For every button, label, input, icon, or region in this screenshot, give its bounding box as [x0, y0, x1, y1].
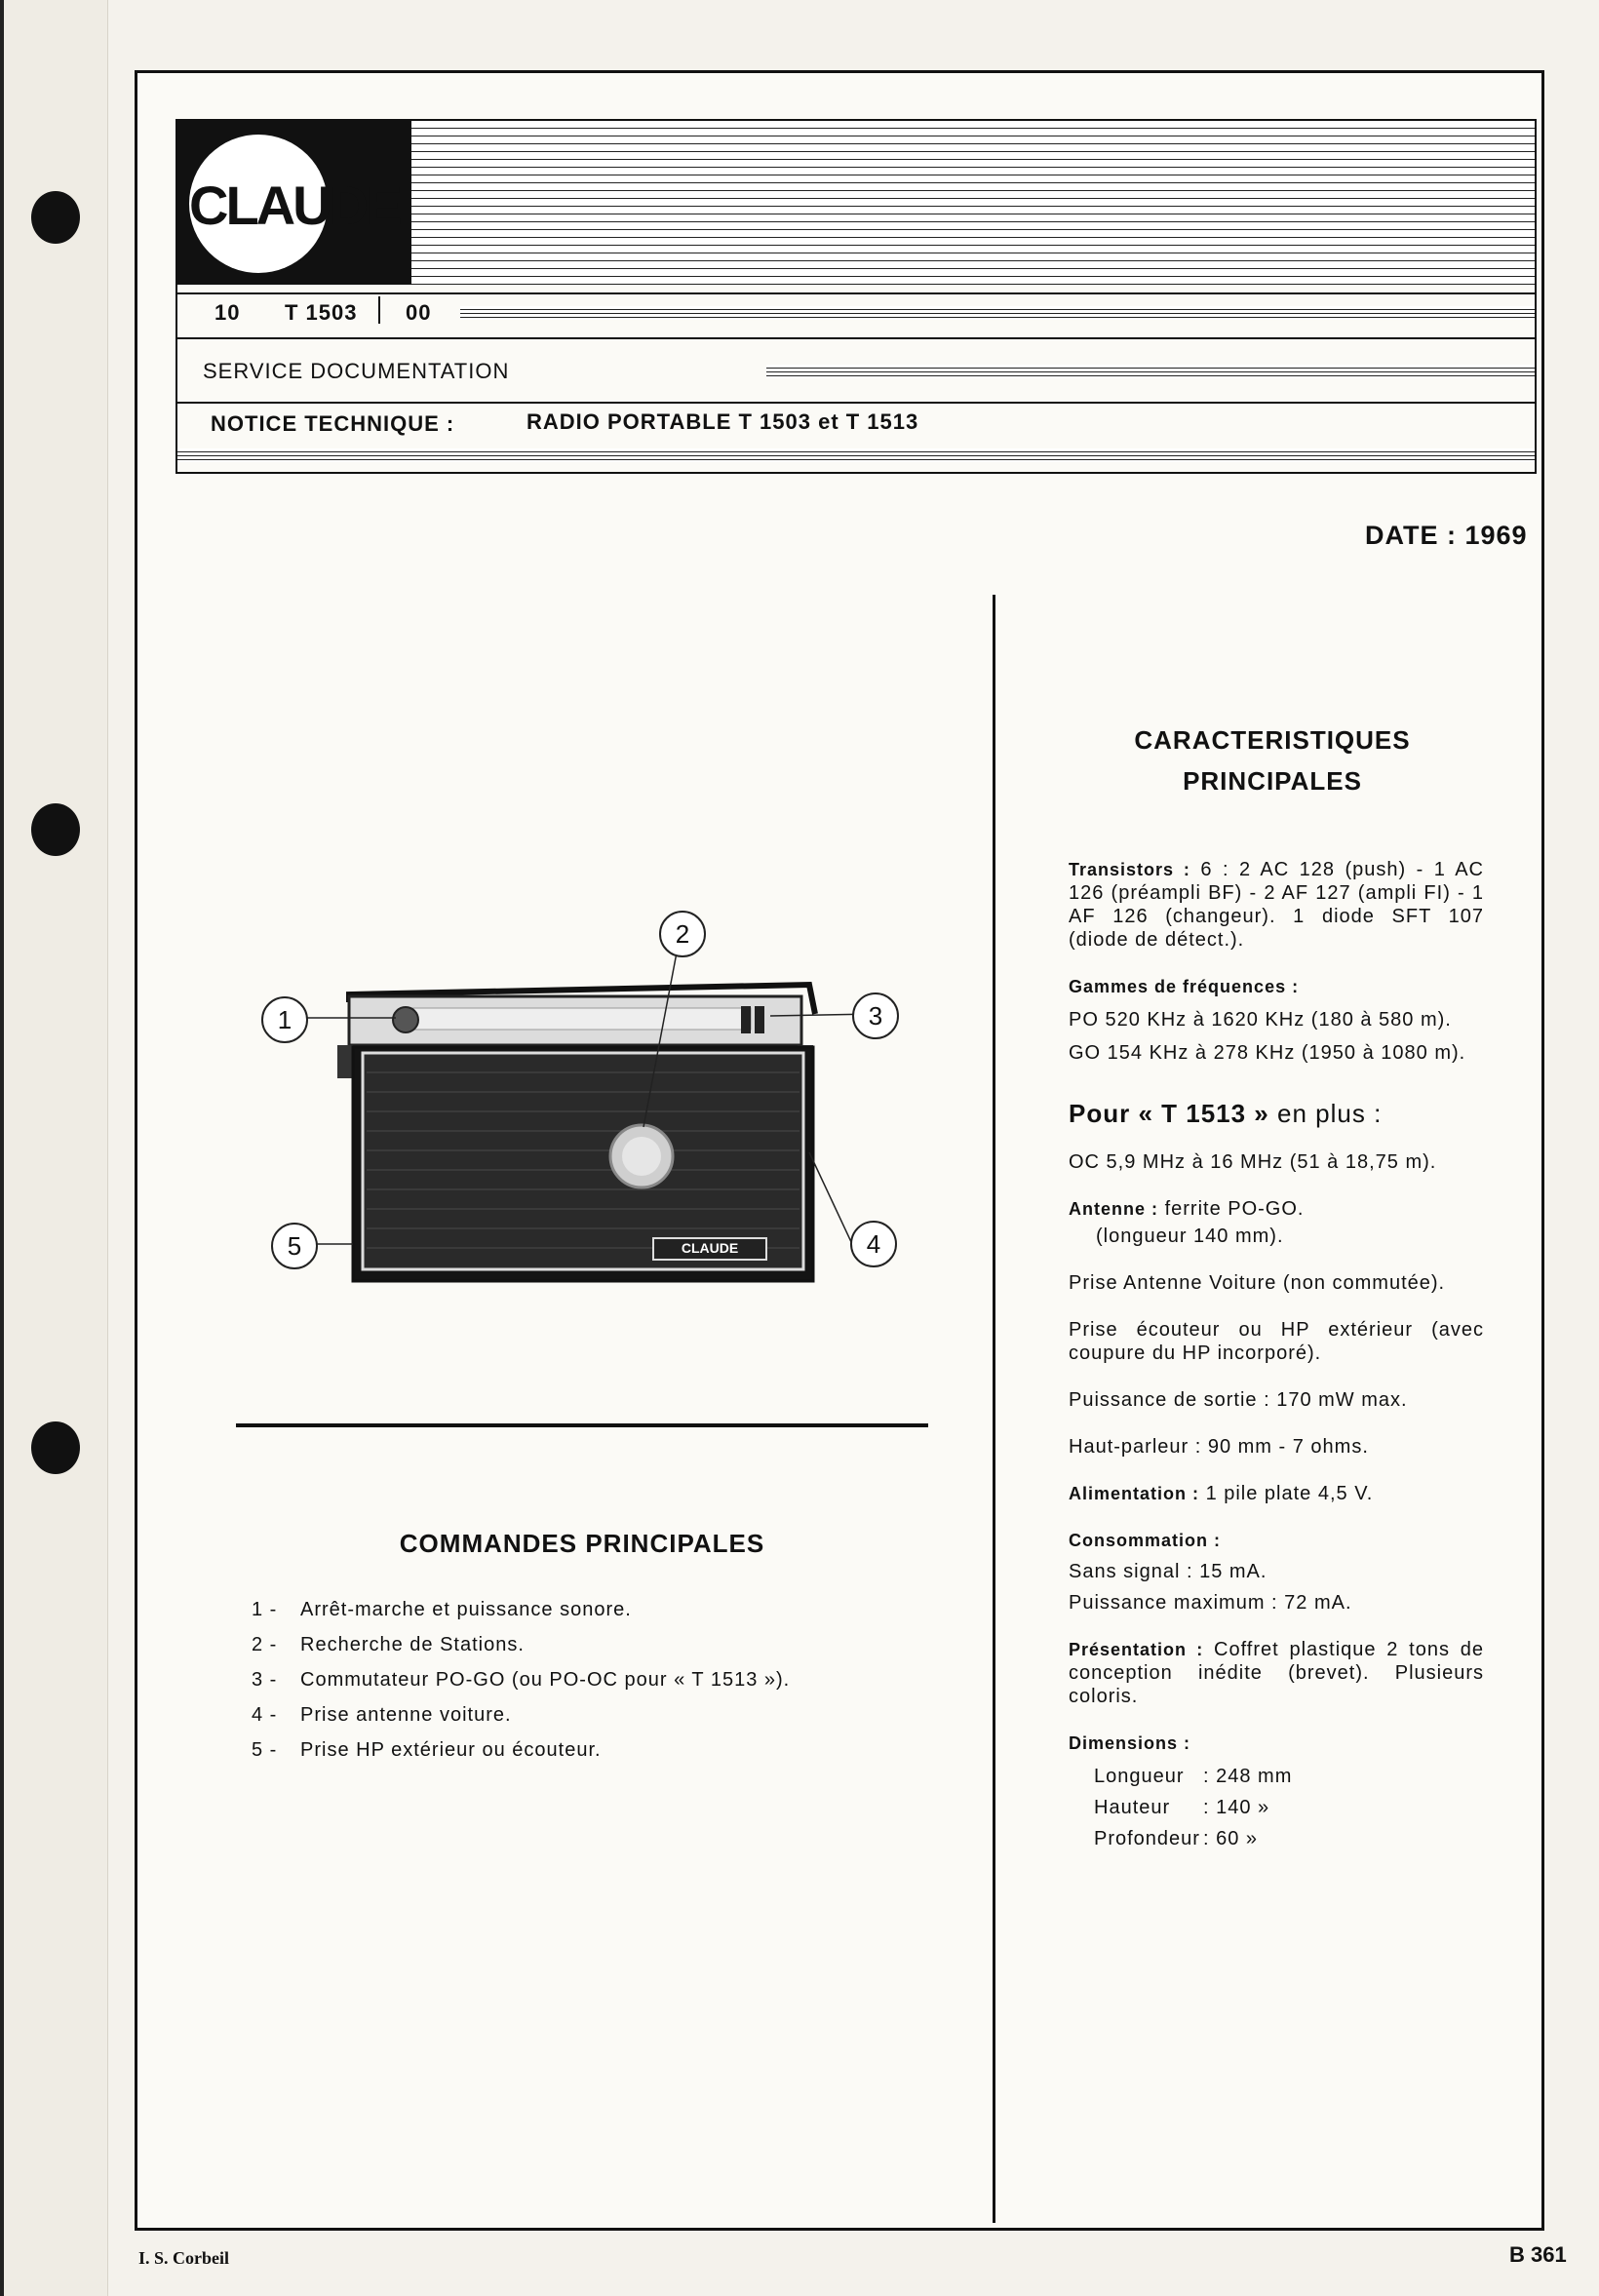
ref-prefix: 10	[214, 300, 241, 325]
document-header	[176, 119, 1537, 474]
spec-pour: Pour « T 1513 » en plus :	[1069, 1099, 1383, 1128]
document-date: DATE : 1969	[1365, 521, 1528, 550]
spec-transistors: Transistors : 6 : 2 AC 128 (push) - 1 AC 126 (préampli BF) - 2 AF 127 (ampli FI) - 1 AF 126 (changeur). 1 diode SFT 107 (diode de détect.).	[1069, 859, 1484, 951]
spec-go: GO 154 KHz à 278 KHz (1950 à 1080 m).	[1069, 1042, 1466, 1064]
dimension-row: Longueur : 248 mm	[1094, 1766, 1293, 1787]
service-row	[177, 351, 1535, 390]
punch-hole	[31, 1421, 80, 1474]
radio-illustration	[254, 907, 916, 1336]
spec-puissance: Puissance de sortie : 170 mW max.	[1069, 1389, 1408, 1411]
spec-prise-antenne: Prise Antenne Voiture (non commutée).	[1069, 1272, 1446, 1294]
column-divider	[993, 595, 995, 2223]
spec-presentation: Présentation : Coffret plastique 2 tons de conception inédite (brevet). Plusieurs coloris.	[1069, 1639, 1485, 1707]
list-item: 5 - Prise HP extérieur ou écouteur.	[252, 1739, 602, 1761]
spec-dimensions-label: Dimensions :	[1069, 1733, 1191, 1753]
service-documentation: SERVICE DOCUMENTATION	[203, 359, 510, 383]
spec-po: PO 520 KHz à 1620 KHz (180 à 580 m).	[1069, 1009, 1452, 1031]
list-item: 2 - Recherche de Stations.	[252, 1634, 525, 1655]
callout-1: 1	[261, 996, 308, 1043]
dimension-row: Hauteur : 140 »	[1094, 1797, 1270, 1818]
ref-model: T 1503	[285, 300, 358, 325]
logo-text: CLAUDE	[189, 175, 400, 236]
punch-hole	[31, 191, 80, 244]
ref-suffix: 00	[406, 300, 432, 325]
commands-title: COMMANDES PRINCIPALES	[399, 1529, 765, 1558]
notice-row	[177, 409, 1535, 448]
list-item: 3 - Commutateur PO-GO (ou PO-OC pour « T 1513 »).	[252, 1669, 791, 1691]
claude-logo	[177, 121, 411, 285]
punch-hole	[31, 803, 80, 856]
spec-oc: OC 5,9 MHz à 16 MHz (51 à 18,75 m).	[1069, 1151, 1437, 1173]
spec-consommation-label: Consommation :	[1069, 1531, 1221, 1550]
footer-page-code: B 361	[1509, 2242, 1567, 2267]
notice-label: NOTICE TECHNIQUE :	[211, 411, 455, 436]
spec-conso-sans-signal: Sans signal : 15 mA.	[1069, 1561, 1268, 1582]
specs-title: CARACTERISTIQUES PRINCIPALES	[1134, 725, 1411, 796]
spec-prise-ecouteur: Prise écouteur ou HP extérieur (avec coupure du HP incorporé).	[1069, 1319, 1484, 1364]
spec-conso-max: Puissance maximum : 72 mA.	[1069, 1592, 1352, 1614]
list-item: 4 - Prise antenne voiture.	[252, 1704, 512, 1726]
callout-4: 4	[850, 1221, 897, 1267]
spec-alimentation: Alimentation : 1 pile plate 4,5 V.	[1069, 1483, 1374, 1504]
callout-3: 3	[852, 992, 899, 1039]
dimension-row: Profondeur : 60 »	[1094, 1828, 1259, 1849]
radio-drawing	[254, 907, 916, 1336]
callout-5: 5	[271, 1223, 318, 1269]
spec-antenne-length: (longueur 140 mm).	[1096, 1226, 1284, 1247]
list-item: 1 - Arrêt-marche et puissance sonore.	[252, 1599, 632, 1620]
header-rule-lines	[411, 121, 1535, 285]
specs-column	[1069, 858, 1484, 1858]
radio-badge: CLAUDE	[681, 1240, 739, 1256]
spec-antenne: Antenne : ferrite PO-GO.	[1069, 1198, 1305, 1220]
binder-edge-line	[0, 0, 4, 2296]
commands-list	[252, 1599, 954, 1774]
callout-2: 2	[659, 911, 706, 957]
section-divider	[236, 1423, 928, 1427]
spec-haut-parleur: Haut-parleur : 90 mm - 7 ohms.	[1069, 1436, 1369, 1458]
notice-title: RADIO PORTABLE T 1503 et T 1513	[526, 409, 919, 434]
reference-row	[177, 296, 1535, 330]
binder-margin	[0, 0, 108, 2296]
footer-printer: I. S. Corbeil	[138, 2248, 230, 2268]
spec-gammes-label: Gammes de fréquences :	[1069, 977, 1300, 996]
